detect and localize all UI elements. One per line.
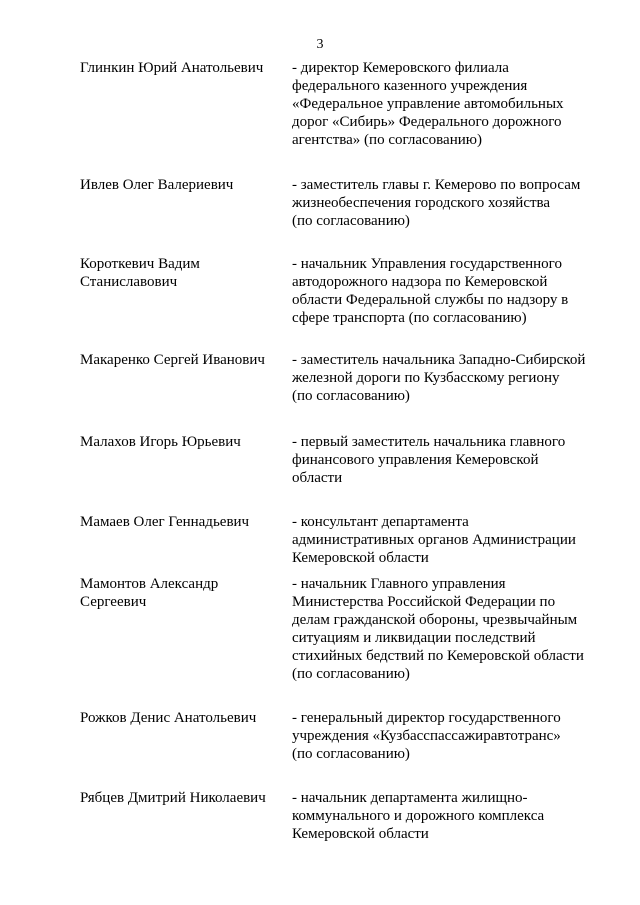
page-number: 3 bbox=[316, 37, 324, 52]
member-position: - начальник Главного управления Министерства Российской Федерации по делам гражданской обороны, чрезвычайным ситуациям и ликвидации последствий стихийных бедствий по Кемеровской области (по согласованию) bbox=[292, 576, 584, 682]
member-name: Малахов Игорь Юрьевич bbox=[80, 434, 241, 450]
member-position: - консультант департамента административных органов Администрации Кемеровской области bbox=[292, 514, 576, 566]
member-position: - заместитель главы г. Кемерово по вопросам жизнеобеспечения городского хозяйства (по согласованию) bbox=[292, 177, 581, 229]
member-name: Короткевич Вадим Станиславович bbox=[80, 256, 200, 290]
member-position: - генеральный директор государственного учреждения «Кузбасспассажиравтотранс» (по согласованию) bbox=[292, 710, 561, 762]
member-name: Глинкин Юрий Анатольевич bbox=[80, 60, 264, 76]
member-name: Мамонтов Александр Сергеевич bbox=[80, 576, 219, 610]
member-name: Ивлев Олег Валериевич bbox=[80, 177, 234, 193]
member-name: Мамаев Олег Геннадьевич bbox=[80, 514, 250, 530]
member-name: Рожков Денис Анатольевич bbox=[80, 710, 257, 726]
member-position: - первый заместитель начальника главного финансового управления Кемеровской области bbox=[292, 434, 566, 486]
member-position: - директор Кемеровского филиала федерального казенного учреждения «Федеральное управление автомобильных дорог «Сибирь» Федерального дорожного агентства» (по согласованию) bbox=[292, 60, 564, 148]
member-position: - начальник департамента жилищно- коммунального и дорожного комплекса Кемеровской области bbox=[292, 790, 545, 842]
member-name: Макаренко Сергей Иванович bbox=[80, 352, 265, 368]
member-position: - заместитель начальника Западно-Сибирской железной дороги по Кузбасскому региону (по согласованию) bbox=[292, 352, 586, 404]
member-position: - начальник Управления государственного автодорожного надзора по Кемеровской области Федеральной службы по надзору в сфере транспорта (по согласованию) bbox=[292, 256, 569, 326]
member-name: Рябцев Дмитрий Николаевич bbox=[80, 790, 266, 806]
